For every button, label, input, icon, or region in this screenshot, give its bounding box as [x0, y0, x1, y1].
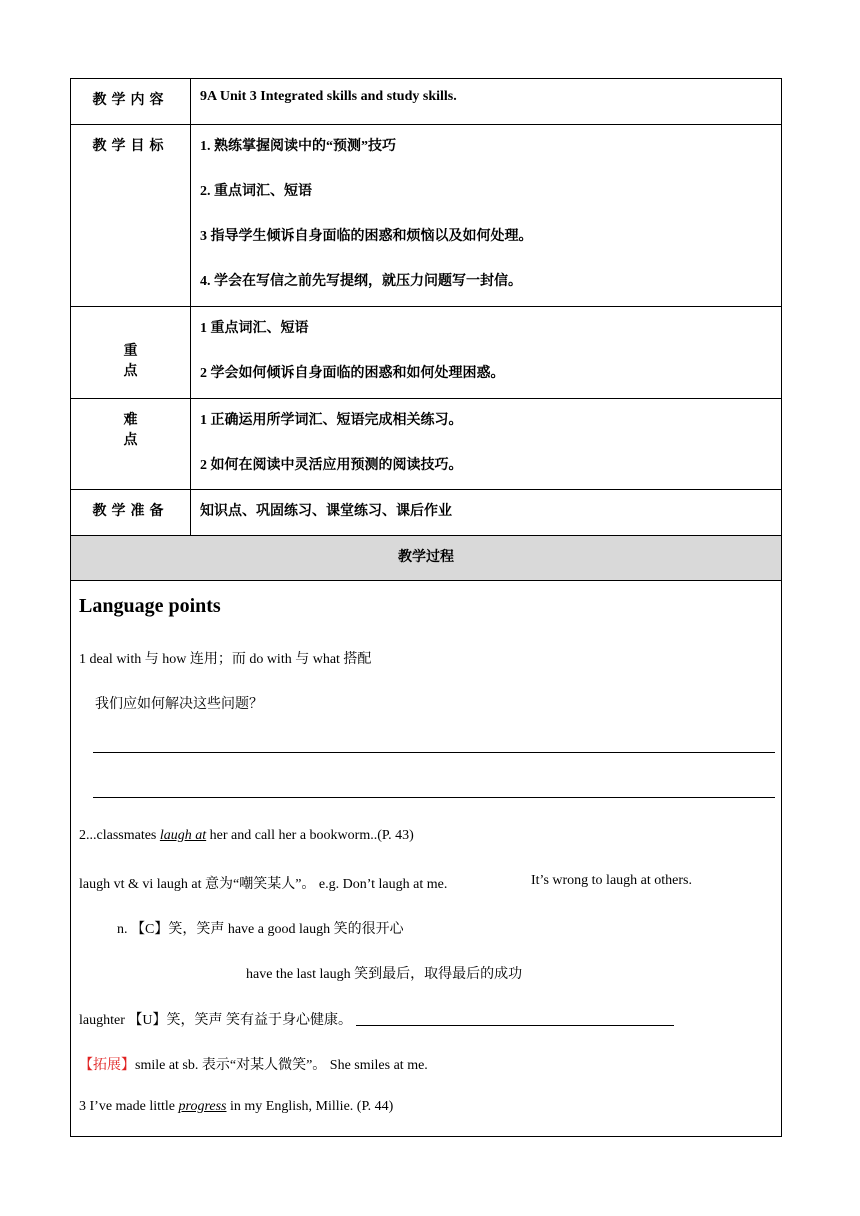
extension-smile: 【拓展】smile at sb. 表示“对某人微笑”。 She smiles at me. [79, 1058, 428, 1073]
answer-blank [356, 1025, 674, 1026]
laughter-line: laughter 【U】笑，笑声 笑有益于身心健康。 [79, 1009, 674, 1029]
row-label: 重点 [71, 307, 191, 398]
point-deal-with: 1 deal with 与 how 连用；而 do with 与 what 搭配 [79, 652, 372, 667]
exercise-question: 我们应如何解决这些问题？ [95, 697, 263, 712]
value-line: 1. 熟练掌握阅读中的“预测”技巧 [200, 139, 396, 154]
point-laugh-at: 2...classmates laugh at her and call her a bookworm..(P. 43) [79, 828, 414, 843]
process-title: 教学过程 [398, 550, 454, 565]
row-label: 教学内容 [71, 79, 191, 124]
value-line: 4. 学会在写信之前先写提纲，就压力问题写一封信。 [200, 274, 522, 289]
last-laugh: have the last laugh 笑到最后，取得最后的成功 [246, 967, 523, 982]
value-line: 2. 重点词汇、短语 [200, 184, 312, 199]
value-line: 2 如何在阅读中灵活应用预测的阅读技巧。 [200, 458, 463, 473]
row-key-points [71, 307, 781, 399]
value-line: 知识点、巩固练习、课堂练习、课后作业 [200, 504, 452, 519]
section-heading: Language points [79, 595, 221, 617]
row-difficulties [71, 399, 781, 490]
value-line: 1 正确运用所学词汇、短语完成相关练习。 [200, 413, 463, 428]
answer-line [93, 797, 775, 798]
value-line: 3 指导学生倾诉自身面临的困惑和烦恼以及如何处理。 [200, 229, 533, 244]
point-progress: 3 I’ve made little progress in my English, Millie. (P. 44) [79, 1099, 394, 1114]
value-line: 1 重点词汇、短语 [200, 321, 309, 336]
row-label: 难点 [71, 399, 191, 489]
extension-tag: 【拓展】 [79, 1058, 135, 1073]
value-line: 2 学会如何倾诉自身面临的困惑和如何处理困惑。 [200, 366, 505, 381]
row-label: 教学目标 [71, 125, 191, 306]
laugh-example: It’s wrong to laugh at others. [531, 873, 692, 888]
row-label: 教学准备 [71, 490, 191, 535]
lesson-plan-table [70, 78, 782, 1137]
laugh-definition: laugh vt & vi laugh at 意为“嘲笑某人”。 e.g. Don’t laugh at me. [79, 877, 448, 892]
row-preparation [71, 490, 781, 536]
language-points-section [71, 581, 781, 1136]
value-line: 9A Unit 3 Integrated skills and study skills. [200, 89, 457, 104]
answer-line [93, 752, 775, 753]
row-objectives [71, 125, 781, 307]
process-header [71, 536, 781, 581]
row-content [71, 79, 781, 125]
laugh-noun: n. 【C】笑，笑声 have a good laugh 笑的很开心 [117, 922, 404, 937]
